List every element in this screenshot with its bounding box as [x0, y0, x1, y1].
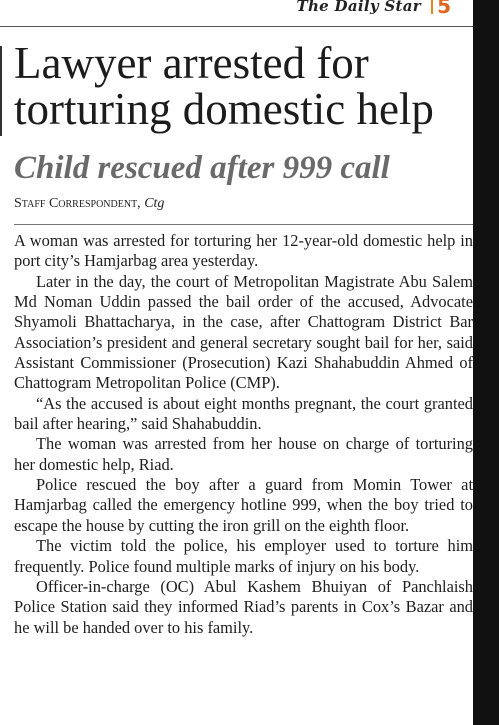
paragraph: A woman was arrested for torturing her 12-year-old domestic help in port city’s Hamjarbag area yesterday.: [14, 231, 473, 271]
masthead: [0, 0, 473, 16]
top-divider: [0, 26, 473, 27]
paragraph: Police rescued the boy after a guard from Momin Tower at Hamjarbag called the emergency hotline 999, when the boy tried to escape the house by cutting the iron grill on the eighth floor.: [14, 475, 473, 535]
paragraph: The victim told the police, his employer used to torture him frequently. Police found multiple marks of injury on his body.: [14, 536, 473, 576]
newspaper-name: The Daily Star: [296, 0, 421, 15]
page-number: 5: [437, 0, 451, 18]
paragraph: Later in the day, the court of Metropolitan Magistrate Abu Salem Md Noman Uddin passed the bail order of the accused, Advocate Shyamoli Bhattacharya, in the case, after Chattogram District Bar Association’s president and general secretary sought bail for her, said Assistant Commissioner (Prosecution) Kazi Shahabuddin Ahmed of Chattogram Metropolitan Police (CMP).: [14, 271, 473, 393]
byline-name: Staff Correspondent,: [14, 196, 141, 211]
body-divider: [14, 224, 473, 225]
subheadline: Child rescued after 999 call: [14, 150, 390, 186]
paragraph: Officer-in-charge (OC) Abul Kashem Bhuiyan of Panchlaish Police Station said they informed Riad’s parents in Cox’s Bazar and he will be handed over to his family.: [14, 576, 473, 637]
paragraph: The woman was arrested from her house on charge of torturing her domestic help, Riad.: [14, 434, 473, 474]
paragraph: “As the accused is about eight months pregnant, the court granted bail after hearing,” said Shahabuddin.: [14, 393, 473, 434]
headline: Lawyer arrested for torturing domestic help: [14, 38, 434, 134]
masthead-separator: [431, 0, 433, 14]
byline: [14, 196, 164, 212]
byline-location: Ctg: [144, 196, 165, 211]
left-edge-rule: [0, 46, 2, 136]
article-body: [14, 231, 473, 638]
